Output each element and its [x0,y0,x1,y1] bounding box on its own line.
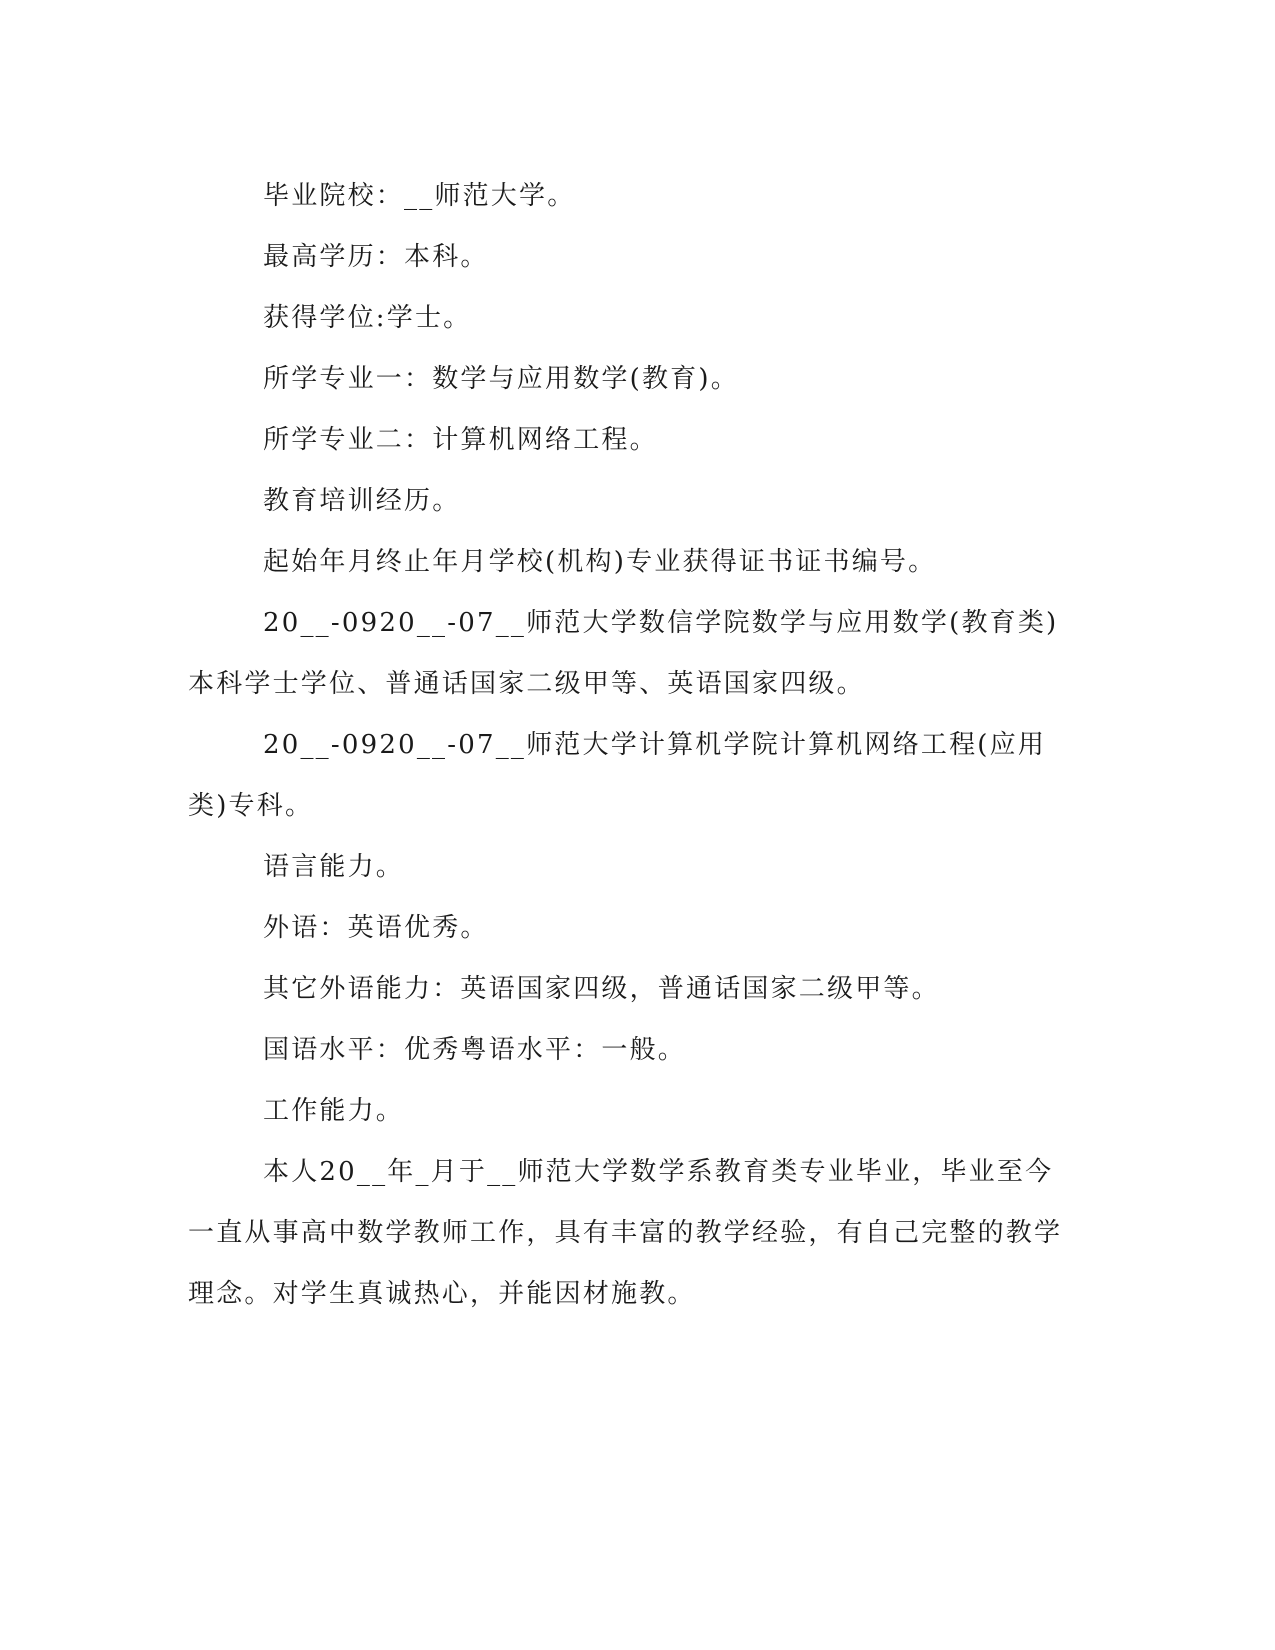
paragraph-education-entry-one: 20__-0920__-07__师范大学数信学院数学与应用数学(教育类)本科学士学位、普通话国家二级甲等、英语国家四级。 [188,608,1059,699]
paragraph-major-one: 所学专业一：数学与应用数学(教育)。 [263,364,739,394]
paragraph-foreign-language: 外语：英语优秀。 [263,913,489,943]
paragraph-work-summary: 本人20__年_月于__师范大学数学系教育类专业毕业，毕业至今一直从事高中数学教师工作，具有丰富的教学经验，有自己完整的教学理念。对学生真诚热心，并能因材施教。 [188,1157,1063,1309]
document-body [188,166,1064,1325]
section-heading-work: 工作能力。 [263,1096,405,1126]
section-heading-language: 语言能力。 [263,852,405,882]
paragraph-education-entry-two: 20__-0920__-07__师范大学计算机学院计算机网络工程(应用类)专科。 [188,730,1047,821]
paragraph-major-two: 所学专业二：计算机网络工程。 [263,425,658,455]
paragraph-other-language: 其它外语能力：英语国家四级，普通话国家二级甲等。 [263,974,940,1004]
paragraph-education-columns: 起始年月终止年月学校(机构)专业获得证书证书编号。 [263,547,937,577]
paragraph-degree: 获得学位:学士。 [263,303,472,333]
paragraph-dialect-level: 国语水平：优秀粤语水平：一般。 [263,1035,687,1065]
paragraph-highest-education: 最高学历：本科。 [263,242,489,272]
section-heading-education: 教育培训经历。 [263,486,461,516]
paragraph-graduation-school: 毕业院校：__师范大学。 [263,181,576,211]
